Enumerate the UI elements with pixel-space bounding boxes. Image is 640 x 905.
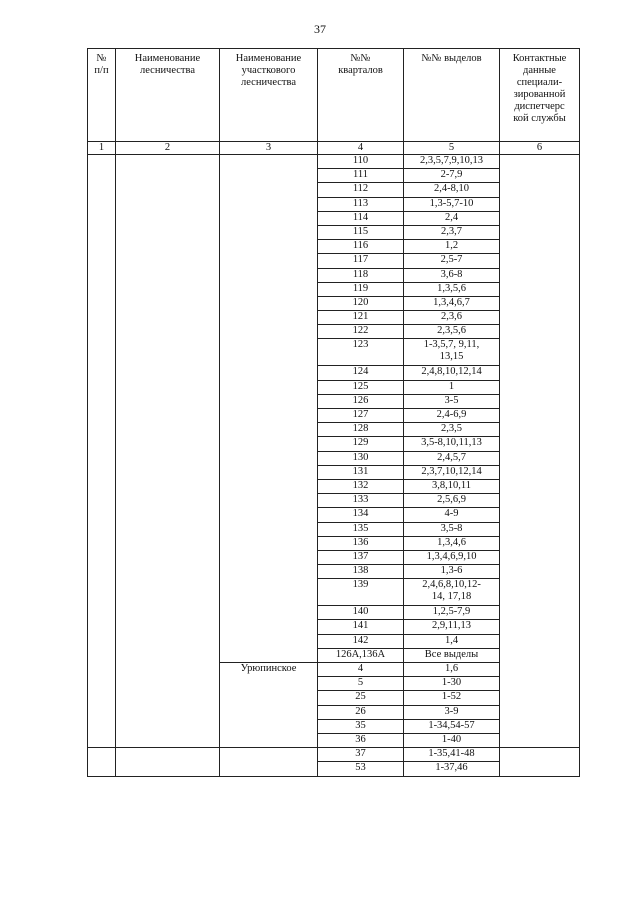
cell-quarter: 120 — [318, 296, 404, 310]
cell-allotments: 2,3,7 — [404, 225, 500, 239]
cell-quarter: 126 — [318, 394, 404, 408]
cell-allotments: 2,3,6 — [404, 311, 500, 325]
cell-quarter: 5 — [318, 677, 404, 691]
cell-allotments: 2,4,5,7 — [404, 451, 500, 465]
cell-allotments: 2,3,5 — [404, 423, 500, 437]
cell-allotments: 2,3,7,10,12,14 — [404, 465, 500, 479]
cell-index — [88, 748, 116, 776]
cell-district-name: Урюпинское — [220, 663, 318, 748]
cell-allotments: 4-9 — [404, 508, 500, 522]
cell-allotments: 2,4-6,9 — [404, 409, 500, 423]
cell-quarter: 132 — [318, 479, 404, 493]
cell-quarter: 111 — [318, 169, 404, 183]
cell-quarter: 127 — [318, 409, 404, 423]
column-number: 5 — [404, 142, 500, 155]
cell-quarter: 121 — [318, 311, 404, 325]
cell-quarter: 142 — [318, 634, 404, 648]
page-number: 37 — [314, 22, 326, 36]
header-allotments: №№ выделов — [404, 49, 500, 142]
cell-allotments: 3-9 — [404, 705, 500, 719]
forest-quarters-table — [87, 48, 580, 777]
cell-quarter: 137 — [318, 550, 404, 564]
cell-quarter: 118 — [318, 268, 404, 282]
cell-allotments: 1,3-5,7-10 — [404, 197, 500, 211]
cell-quarter: 134 — [318, 508, 404, 522]
cell-quarter: 129 — [318, 437, 404, 451]
cell-allotments: 1,6 — [404, 663, 500, 677]
cell-allotments: 1,3,4,6,7 — [404, 296, 500, 310]
column-number-row — [88, 142, 580, 155]
cell-quarter: 115 — [318, 225, 404, 239]
cell-quarter: 126А,136А — [318, 648, 404, 662]
cell-quarter: 123 — [318, 339, 404, 366]
column-number: 2 — [116, 142, 220, 155]
table-row — [88, 748, 580, 762]
cell-allotments: 1 — [404, 380, 500, 394]
cell-quarter: 133 — [318, 494, 404, 508]
cell-allotments: 2-7,9 — [404, 169, 500, 183]
cell-allotments: 1-40 — [404, 733, 500, 747]
cell-quarter: 112 — [318, 183, 404, 197]
cell-quarter: 130 — [318, 451, 404, 465]
cell-quarter: 113 — [318, 197, 404, 211]
cell-allotments: 1,3,5,6 — [404, 282, 500, 296]
cell-allotments: 1,3-6 — [404, 565, 500, 579]
cell-allotments: 2,5-7 — [404, 254, 500, 268]
cell-district-name — [220, 155, 318, 663]
table-row — [88, 155, 580, 169]
cell-quarter: 36 — [318, 733, 404, 747]
cell-allotments: 1,4 — [404, 634, 500, 648]
cell-quarter: 53 — [318, 762, 404, 776]
cell-district-name — [220, 748, 318, 776]
cell-quarter: 122 — [318, 325, 404, 339]
cell-forestry-name — [116, 748, 220, 776]
cell-allotments: 1,3,4,6 — [404, 536, 500, 550]
cell-quarter: 4 — [318, 663, 404, 677]
cell-quarter: 136 — [318, 536, 404, 550]
column-number: 4 — [318, 142, 404, 155]
cell-allotments: 3,6-8 — [404, 268, 500, 282]
column-number: 1 — [88, 142, 116, 155]
cell-allotments: 2,4 — [404, 211, 500, 225]
header-contacts: Контактные данные специали- зированной диспетчерс кой службы — [500, 49, 580, 142]
cell-allotments: 3,5-8 — [404, 522, 500, 536]
cell-allotments: 2,4-8,10 — [404, 183, 500, 197]
cell-quarter: 139 — [318, 579, 404, 606]
cell-allotments: 2,3,5,6 — [404, 325, 500, 339]
cell-allotments: Все выделы — [404, 648, 500, 662]
cell-quarter: 116 — [318, 240, 404, 254]
cell-allotments: 2,9,11,13 — [404, 620, 500, 634]
table-body — [88, 155, 580, 777]
column-number: 3 — [220, 142, 318, 155]
cell-allotments: 1-37,46 — [404, 762, 500, 776]
cell-quarter: 119 — [318, 282, 404, 296]
cell-allotments: 3-5 — [404, 394, 500, 408]
cell-quarter: 25 — [318, 691, 404, 705]
cell-allotments: 2,5,6,9 — [404, 494, 500, 508]
cell-allotments: 2,4,6,8,10,12- 14, 17,18 — [404, 579, 500, 606]
header-quarters: №№ кварталов — [318, 49, 404, 142]
cell-allotments: 1,2,5-7,9 — [404, 606, 500, 620]
cell-allotments: 1-34,54-57 — [404, 719, 500, 733]
cell-allotments: 1,3,4,6,9,10 — [404, 550, 500, 564]
cell-allotments: 1-35,41-48 — [404, 748, 500, 762]
cell-quarter: 141 — [318, 620, 404, 634]
cell-quarter: 35 — [318, 719, 404, 733]
cell-quarter: 125 — [318, 380, 404, 394]
cell-quarter: 140 — [318, 606, 404, 620]
header-index: № п/п — [88, 49, 116, 142]
cell-quarter: 37 — [318, 748, 404, 762]
cell-quarter: 114 — [318, 211, 404, 225]
cell-quarter: 124 — [318, 366, 404, 380]
cell-allotments: 2,3,5,7,9,10,13 — [404, 155, 500, 169]
cell-contacts — [500, 748, 580, 776]
cell-index — [88, 155, 116, 748]
header-forestry-name: Наименование лесничества — [116, 49, 220, 142]
cell-allotments: 1,2 — [404, 240, 500, 254]
cell-allotments: 3,8,10,11 — [404, 479, 500, 493]
cell-allotments: 1-30 — [404, 677, 500, 691]
cell-quarter: 110 — [318, 155, 404, 169]
cell-allotments: 1-3,5,7, 9,11, 13,15 — [404, 339, 500, 366]
cell-forestry-name — [116, 155, 220, 748]
cell-contacts — [500, 155, 580, 748]
cell-allotments: 1-52 — [404, 691, 500, 705]
header-district-forestry-name: Наименование участкового лесничества — [220, 49, 318, 142]
cell-quarter: 135 — [318, 522, 404, 536]
cell-quarter: 138 — [318, 565, 404, 579]
column-number: 6 — [500, 142, 580, 155]
cell-allotments: 3,5-8,10,11,13 — [404, 437, 500, 451]
cell-quarter: 131 — [318, 465, 404, 479]
cell-allotments: 2,4,8,10,12,14 — [404, 366, 500, 380]
header-row — [88, 49, 580, 142]
cell-quarter: 26 — [318, 705, 404, 719]
cell-quarter: 117 — [318, 254, 404, 268]
cell-quarter: 128 — [318, 423, 404, 437]
